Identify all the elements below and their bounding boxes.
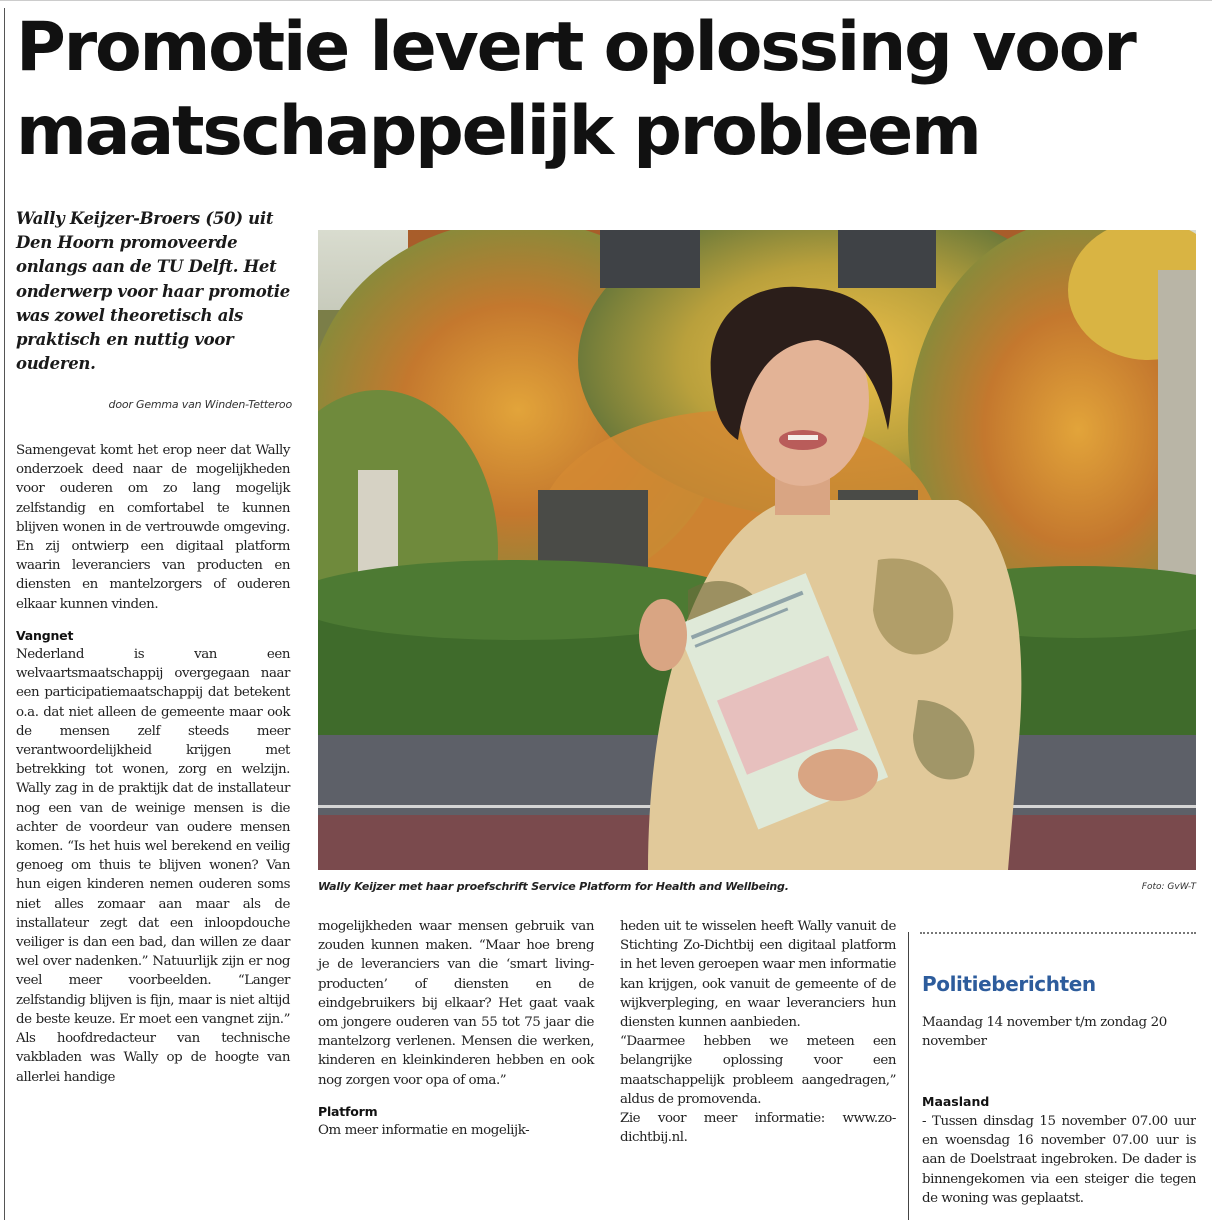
left-column-rule (4, 8, 5, 1220)
article-photo (318, 230, 1196, 870)
paragraph: Nederland is van een welvaartsmaatschappij overgegaan naar een participatiemaatschappij dat betekent o.a. dat niet alleen de gemeente maar ook de mensen zelf steeds meer verantwoordelijkheid krijgen met betrekking tot wonen, zorg en welzijn. Wally zag in de praktijk dat de installateur nog een van de weinige mensen is die achter de voordeur van oudere mensen komen. “Is het huis wel berekend en veilig genoeg om thuis te blijven wonen? Van hun eigen kinderen nemen ouderen soms niet alles zomaar aan maar als de installateur zegt dat een inloopdouche veiliger is dan een bad, dan willen ze daar wel over nadenken.” Natuurlijk zijn er nog veel meer voorbeelden. “Langer zelfstandig blijven is fijn, maar is niet altijd de beste keuze. Er moet een vangnet zijn.” Als hoofdredacteur van technische vakbladen was Wally op de hoogte van allerlei handige (16, 647, 290, 1085)
paragraph: Om meer informatie en mogelijk- (318, 1123, 530, 1139)
photo-credit: Foto: GvW-T (1141, 882, 1196, 892)
article-column-1 (16, 441, 290, 1087)
police-box-dotted-rule (920, 932, 1196, 934)
article-headline: Promotie levert oplossing voor maatschappelijk probleem (16, 8, 1135, 171)
paragraph: Samengevat komt het erop neer dat Wally onderzoek deed naar de mogelijkheden voor ouderen om zo lang mogelijk zelfstandig en comfortabel te kunnen blijven wonen in de vertrouwde omgeving. En zij ontwierp een digitaal platform waarin leveranciers van producten en diensten en mantelzorgers of ouderen elkaar kunnen vinden. (16, 443, 290, 612)
police-box-rule (908, 932, 909, 1220)
article-column-3 (620, 917, 896, 1147)
paragraph: mogelijkheden waar mensen gebruik van zouden kunnen maken. “Maar hoe breng je de leveranciers van die ‘smart living-producten’ of diensten en de eindgebruikers bij elkaar? Het gaat vaak om jongere ouderen van 55 tot 75 jaar die mantelzorg verlenen. Mensen die werken, kinderen en kleinkinderen hebben en ook nog zorgen voor opa of oma.” (318, 919, 594, 1088)
paragraph: heden uit te wisselen heeft Wally vanuit de Stichting Zo-Dichtbij een digitaal platform in het leven geroepen waar men informatie kan krijgen, ook vanuit de gemeente of de wijkverpleging, en waar leveranciers hun diensten kunnen aanbieden. (620, 919, 896, 1031)
photo-caption: Wally Keijzer met haar proefschrift Service Platform for Health and Wellbeing. (318, 880, 789, 893)
police-period: Maandag 14 november t/m zondag 20 november (922, 1015, 1167, 1050)
police-report-text: - Tussen dinsdag 15 november 07.00 uur en woensdag 16 november 07.00 uur is aan de Doelstraat ingebroken. De dader is binnengekomen via een steiger die tegen de woning was geplaatst. (922, 1114, 1196, 1206)
article-intro: Wally Keijzer-Broers (50) uit Den Hoorn promoveerde onlangs aan de TU Delft. Het onderwerp voor haar promotie was zowel theoretisch als praktisch en nuttig voor ouderen. (16, 209, 290, 374)
top-rule (0, 0, 1212, 1)
subheading-platform: Platform (318, 1103, 378, 1119)
paragraph: “Daarmee hebben we meteen een belangrijke oplossing voor een maatschappelijk probleem aangedragen,” aldus de promovenda. (620, 1034, 896, 1107)
article-byline: door Gemma van Winden-Tetteroo (108, 398, 292, 411)
police-location-heading: Maasland (922, 1094, 990, 1109)
subheading-vangnet: Vangnet (16, 627, 74, 643)
portrait-photo-illustration (318, 230, 1196, 870)
article-column-2 (318, 917, 594, 1140)
paragraph: Zie voor meer informatie: www.zo-dichtbij.nl. (620, 1111, 896, 1146)
police-section-title: Politieberichten (922, 972, 1096, 996)
